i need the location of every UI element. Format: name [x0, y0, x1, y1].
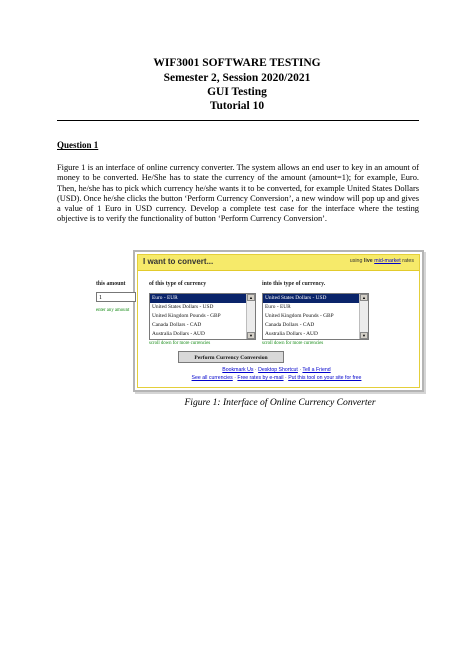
rates-note	[350, 258, 414, 264]
from-option[interactable]: United States Dollars - USD	[152, 304, 214, 310]
scroll-down-icon[interactable]: ▼	[360, 332, 368, 339]
rates-suffix: rates	[402, 258, 414, 264]
from-currency-list[interactable]	[149, 293, 256, 340]
to-option[interactable]: Euro - EUR	[265, 304, 291, 310]
scroll-down-icon[interactable]: ▼	[247, 332, 255, 339]
tell-friend-link[interactable]: Tell a Friend	[302, 367, 331, 373]
figure-caption: Figure 1: Interface of Online Currency Converter	[184, 397, 376, 408]
to-option[interactable]: Australia Dollars - AUD	[265, 331, 318, 337]
from-option[interactable]: Australia Dollars - AUD	[152, 331, 205, 337]
session-title: Semester 2, Session 2020/2021	[163, 72, 311, 84]
links-row-1	[133, 367, 420, 373]
question-body: Figure 1 is an interface of online currency converter. The system allows an end user to key in an amount of money to be converted. He/She has to state the currency of the amount (amount=1); for example, Euro. Then, he/she has to pick which currency he/she wants it to be converted, for example United States Dollars (USD). Once he/she clicks the button ‘Perform Currency Conversion’, a new window will pop up and gives a value of 1 Euro in USD currency. Develop a complete test case for the interface where the testing objective is to verify the functionality of button ‘Perform Currency Conversion’.	[57, 163, 419, 224]
desktop-shortcut-link[interactable]: Desktop Shortcut	[258, 367, 298, 373]
to-currency-label: into this type of currency.	[262, 281, 326, 287]
from-scroll-hint: scroll down for more currencies	[149, 341, 211, 346]
mid-market-link[interactable]: mid-market	[374, 258, 401, 264]
from-option[interactable]: Euro - EUR	[150, 294, 246, 303]
see-all-currencies-link[interactable]: See all currencies	[191, 375, 233, 381]
course-title: WIF3001 SOFTWARE TESTING	[153, 57, 321, 69]
free-rates-email-link[interactable]: Free rates by e-mail	[237, 375, 284, 381]
converter-title: I want to convert...	[143, 257, 214, 266]
horizontal-rule	[57, 120, 419, 121]
links-row-2	[133, 375, 420, 381]
to-scrollbar[interactable]	[359, 294, 368, 339]
to-option[interactable]: United Kingdom Pounds - GBP	[265, 313, 334, 319]
link-separator: ·	[254, 367, 257, 373]
question-title: Question 1	[57, 140, 99, 150]
from-currency-label: of this type of currency	[149, 281, 207, 287]
scroll-up-icon[interactable]: ▲	[360, 294, 368, 301]
topic-title: GUI Testing	[207, 86, 267, 98]
amount-label: this amount	[96, 281, 126, 287]
from-option[interactable]: United Kingdom Pounds - GBP	[152, 313, 221, 319]
to-option[interactable]: United States Dollars - USD	[263, 294, 359, 303]
to-scroll-hint: scroll down for more currencies	[262, 341, 324, 346]
to-option[interactable]: Canada Dollars - CAD	[265, 322, 315, 328]
from-scrollbar[interactable]	[246, 294, 255, 339]
put-tool-on-site-link[interactable]: Put this tool on your site for free	[288, 375, 362, 381]
tutorial-title: Tutorial 10	[209, 100, 265, 112]
to-currency-list[interactable]	[262, 293, 369, 340]
link-separator: ·	[234, 375, 236, 381]
link-separator: ·	[299, 367, 302, 373]
rates-prefix: using	[349, 258, 363, 264]
link-separator: ·	[285, 375, 287, 381]
converter-header	[138, 255, 419, 271]
scroll-up-icon[interactable]: ▲	[247, 294, 255, 301]
from-option[interactable]: Canada Dollars - CAD	[152, 322, 202, 328]
rates-live: live	[363, 258, 373, 264]
bookmark-link[interactable]: Bookmark Us	[222, 367, 254, 373]
perform-conversion-button[interactable]: Perform Currency Conversion	[178, 351, 284, 363]
amount-hint: enter any amount	[96, 308, 130, 313]
amount-input[interactable]: 1	[96, 292, 136, 302]
